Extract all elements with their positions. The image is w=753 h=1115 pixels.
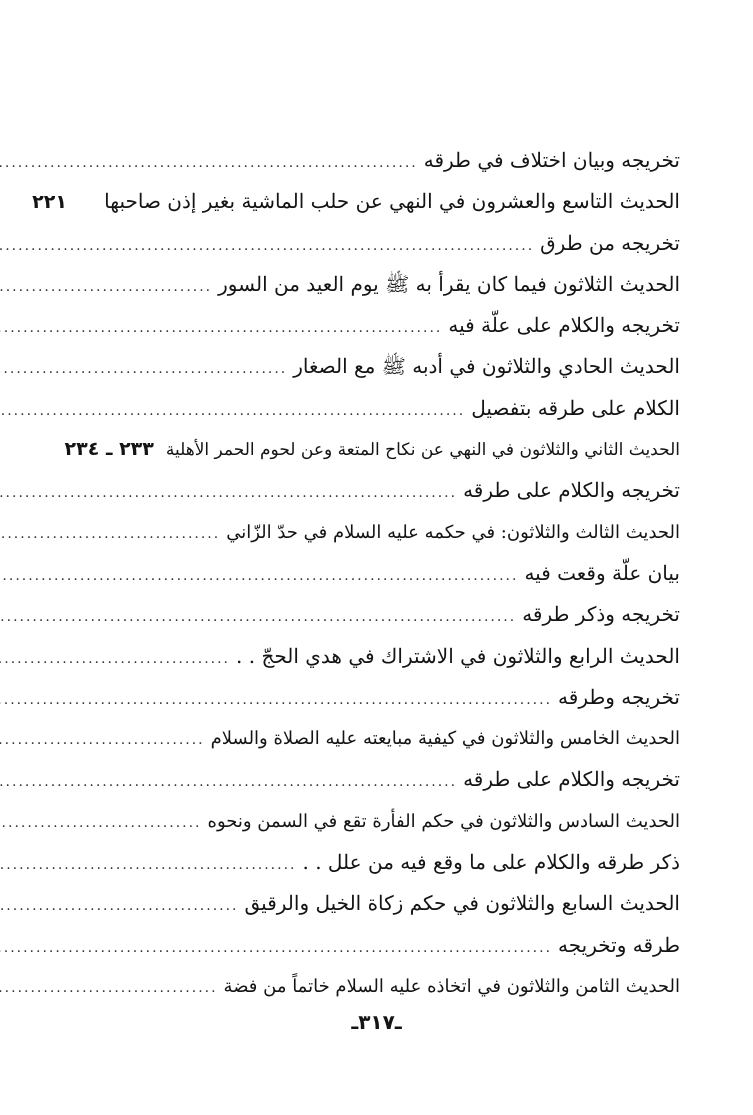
toc-entry-title: الحديث الثامن والثلاثون في اتخاذه عليه السلام خاتماً من فضة	[223, 975, 680, 997]
leader-dots	[0, 928, 552, 969]
toc-entry-title: تخريجه والكلام على طرقه	[463, 478, 680, 503]
leader-dots	[0, 308, 442, 349]
toc-entry-title: الحديث الثاني والثلاثون في النهي عن نكاح المتعة وعن لحوم الحمر الأهلية	[165, 440, 680, 461]
toc-entry	[102, 264, 680, 305]
toc-entry	[102, 512, 680, 553]
toc-entry	[102, 594, 680, 635]
leader-dots	[0, 514, 220, 555]
toc-entry	[102, 925, 680, 966]
leader-dots	[0, 886, 239, 927]
leader-dots	[0, 267, 212, 308]
toc-entry-title: تخريجه وطرقه	[558, 684, 680, 709]
toc-entry-title: الحديث الثالث والثلاثون: في حكمه عليه السلام في حدّ الزّاني	[226, 521, 680, 543]
toc-entry	[102, 677, 680, 718]
toc-entry	[102, 223, 680, 264]
toc-entry-title: تخريجه وبيان اختلاف في طرقه	[423, 148, 680, 172]
toc-entry-title: تخريجه وذكر طرقه	[522, 602, 680, 627]
leader-dots	[0, 720, 205, 761]
toc-entry-title: الحديث الرابع والثلاثون في الاشتراك في هدي الحجّ . .	[236, 643, 680, 668]
toc-entry	[64, 429, 680, 470]
leader-dots	[0, 473, 457, 514]
leader-dots	[0, 762, 457, 803]
leader-dots	[0, 391, 465, 432]
leader-dots	[0, 349, 287, 390]
page-number: ـ٣١٧ـ	[351, 1010, 402, 1034]
toc-entry	[102, 470, 680, 511]
toc-entry-title: الكلام على طرقه بتفصيل	[471, 395, 680, 420]
toc-entry	[102, 346, 680, 387]
toc-entry-pages: ٢٢١	[32, 191, 67, 214]
toc-entry-title: الحديث الخامس والثلاثون في كيفية مبايعته عليه الصلاة والسلام	[210, 728, 680, 750]
toc-entry	[32, 181, 680, 222]
toc-entry	[102, 842, 680, 883]
toc-entry	[102, 636, 680, 677]
toc-entry-title: الحديث التاسع والعشرون في النهي عن حلب الماشية بغير إذن صاحبها	[104, 189, 680, 214]
toc-entry-title: ذكر طرقه والكلام على ما وقع فيه من علل . .	[302, 850, 680, 875]
toc-entry-title: تخريجه من طرق	[540, 230, 680, 255]
toc-entry-title: الحديث السادس والثلاثون في حكم الفأرة تقع في السمن ونحوه	[207, 810, 680, 832]
toc-entry-title: طرقه وتخريجه	[558, 932, 680, 957]
leader-dots	[0, 680, 552, 721]
leader-dots	[0, 597, 516, 638]
toc-entry-title: الحديث السابع والثلاثون في حكم زكاة الخيل والرقيق	[244, 891, 680, 916]
toc-entry	[102, 388, 680, 429]
leader-dots	[0, 968, 218, 1009]
toc-entry-pages: ٢٣٣ ـ ٢٣٤	[64, 438, 154, 461]
toc-entry	[102, 801, 680, 842]
leader-dots	[0, 639, 230, 680]
toc-entry	[102, 305, 680, 346]
leader-dots	[0, 226, 534, 267]
toc-entry	[102, 883, 680, 924]
leader-dots	[0, 803, 202, 844]
toc-entry	[102, 759, 680, 800]
table-of-contents	[32, 140, 680, 1007]
toc-entry	[102, 718, 680, 759]
toc-entry-title: تخريجه والكلام على طرقه	[463, 767, 680, 792]
leader-dots	[0, 845, 296, 886]
toc-entry-title: الحديث الثلاثون فيما كان يقرأ به ﷺ يوم العيد من السور	[218, 271, 680, 296]
toc-entry-title: الحديث الحادي والثلاثون في أدبه ﷺ مع الصغار	[293, 354, 680, 379]
toc-entry-title: بيان علّة وقعت فيه	[524, 560, 680, 585]
toc-entry-title: تخريجه والكلام على علّة فيه	[448, 313, 680, 338]
leader-dots	[0, 143, 418, 184]
toc-entry	[102, 553, 680, 594]
toc-entry	[102, 966, 680, 1007]
toc-entry	[102, 140, 680, 181]
leader-dots	[0, 556, 518, 597]
